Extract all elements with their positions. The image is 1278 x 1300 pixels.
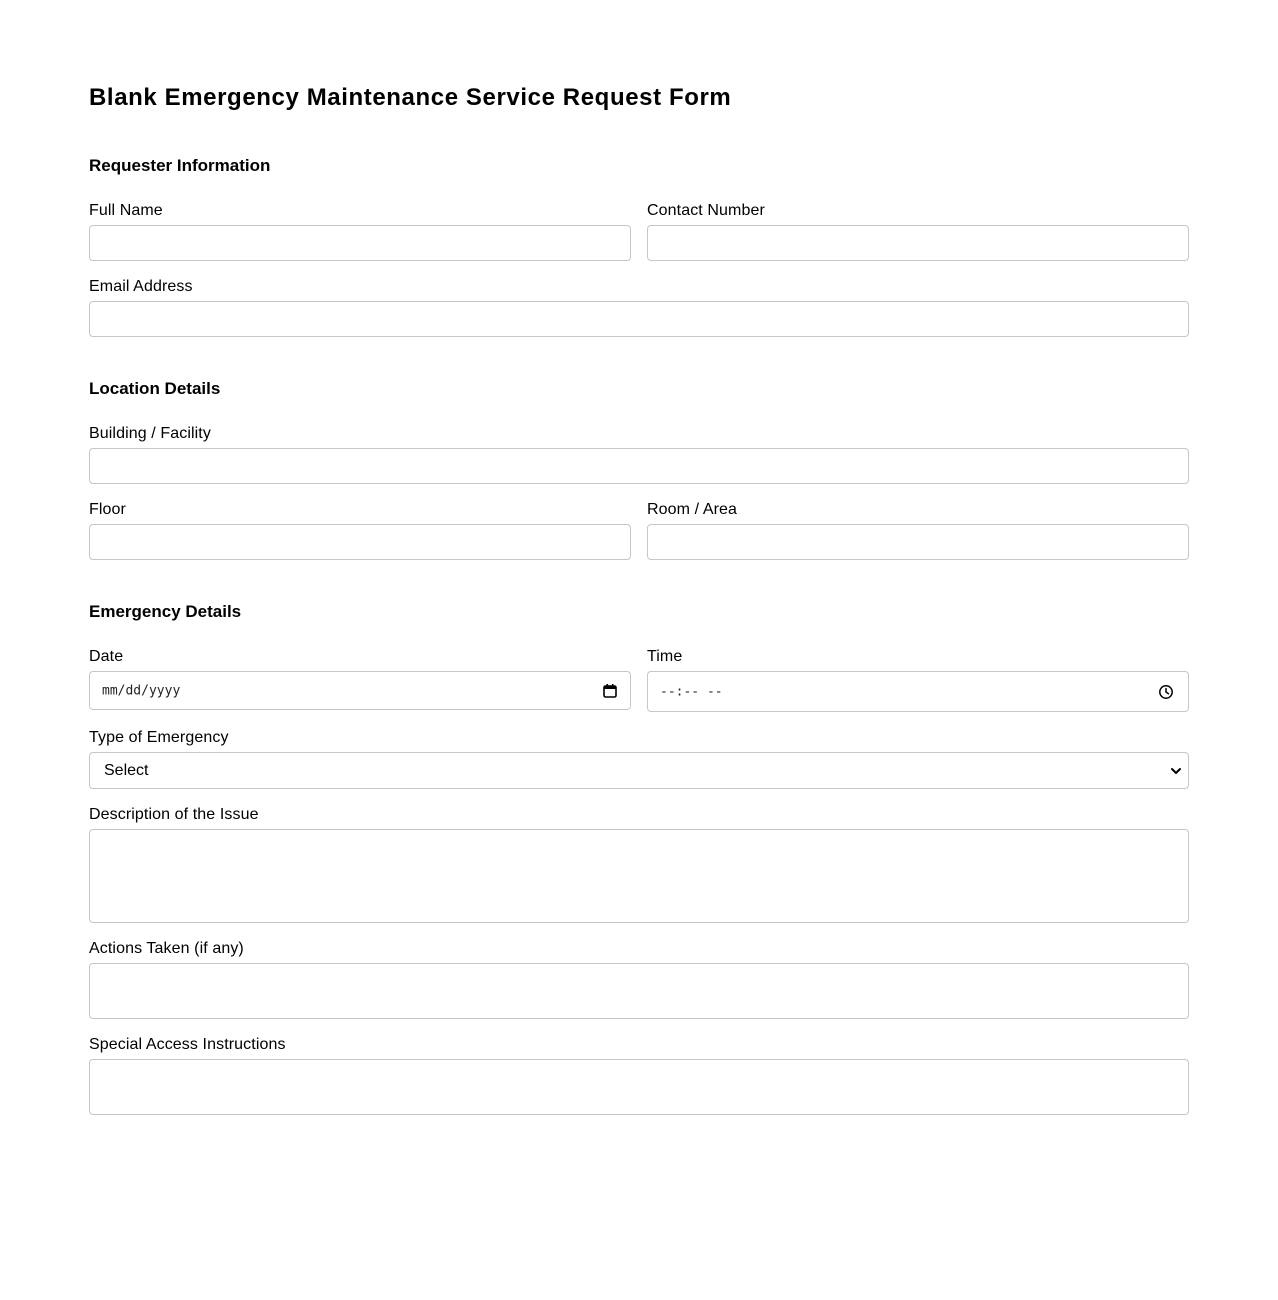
section-title-requester: Requester Information (89, 156, 271, 175)
time-label: Time (647, 648, 683, 665)
floor-input[interactable] (89, 524, 631, 560)
type-of-emergency-selected: Select (104, 761, 149, 779)
floor-label: Floor (89, 501, 126, 518)
type-of-emergency-select[interactable] (89, 752, 1189, 789)
description-label: Description of the Issue (89, 806, 259, 823)
contact-number-label: Contact Number (647, 202, 765, 219)
date-label: Date (89, 648, 124, 665)
full-name-input[interactable] (89, 225, 631, 261)
special-access-textarea[interactable] (89, 1059, 1189, 1115)
contact-number-input[interactable] (647, 225, 1189, 261)
time-placeholder: --:-- -- (660, 684, 723, 699)
room-area-input[interactable] (647, 524, 1189, 560)
special-access-label: Special Access Instructions (89, 1036, 286, 1053)
description-textarea[interactable] (89, 829, 1189, 923)
chevron-down-icon (1170, 765, 1182, 777)
type-of-emergency-label: Type of Emergency (89, 729, 229, 746)
room-area-label: Room / Area (647, 501, 738, 518)
form-title: Blank Emergency Maintenance Service Request Form (89, 84, 732, 111)
date-input[interactable] (89, 671, 631, 710)
actions-taken-label: Actions Taken (if any) (89, 940, 244, 957)
building-facility-input[interactable] (89, 448, 1189, 484)
section-title-emergency: Emergency Details (89, 602, 242, 621)
email-address-label: Email Address (89, 278, 193, 295)
calendar-icon[interactable] (602, 683, 618, 699)
email-address-input[interactable] (89, 301, 1189, 337)
actions-taken-textarea[interactable] (89, 963, 1189, 1019)
full-name-label: Full Name (89, 202, 163, 219)
date-placeholder: mm/dd/yyyy (102, 683, 181, 698)
building-facility-label: Building / Facility (89, 425, 211, 442)
clock-icon[interactable] (1158, 684, 1174, 700)
section-title-location: Location Details (89, 379, 221, 398)
time-input[interactable] (647, 671, 1189, 712)
